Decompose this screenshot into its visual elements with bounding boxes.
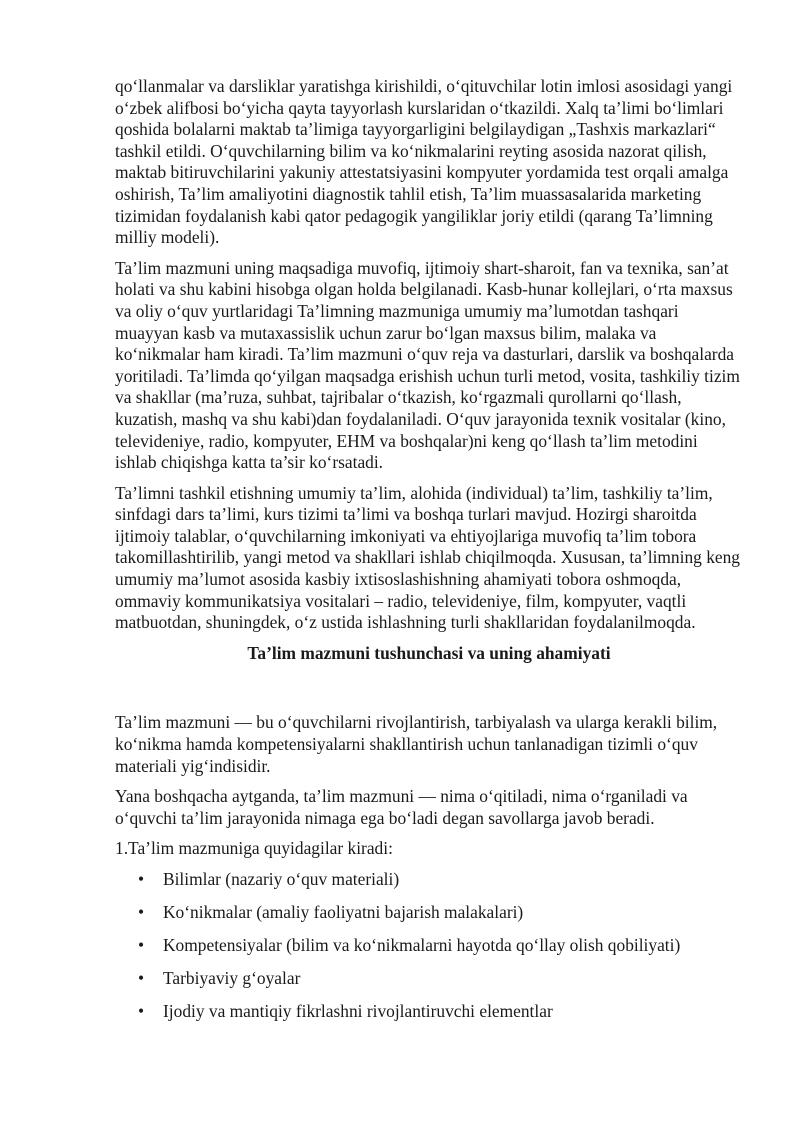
list-item	[115, 902, 743, 924]
list-item-text: Ko‘nikmalar (amaliy faoliyatni bajarish malakalari)	[163, 902, 524, 923]
list-item-text: Kompetensiyalar (bilim va ko‘nikmalarni hayotda qo‘llay olish qobiliyati)	[163, 935, 681, 956]
body-paragraph: Ta’limni tashkil etishning umumiy ta’lim, alohida (individual) ta’lim, tashkiliy ta’lim, sinfdagi dars ta’limi, kurs tizimi ta’limi va boshqa turlari mavjud. Hozirgi sharoitda ijtimoiy talablar, o‘quvchilarning imkoniyati va ehtiyojlariga muvofiq ta’lim tobora takomillashtirilib, yangi metod va shakllari ishlab chiqilmoqda. Xususan, ta’limning keng umumiy ma’lumot asosida kasbiy ixtisoslashishning ahamiyati tobora oshmoqda, ommaviy kommunikatsiya vositalari – radio, televideniye, film, kompyuter, vaqtli matbuotdan, shuningdek, o‘z ustida ishlashning turli shakllaridan foydalanilmoqda.	[115, 482, 740, 633]
list-item-text: Tarbiyaviy g‘oyalar	[163, 968, 301, 989]
bullet-icon: •	[138, 902, 145, 923]
list-item-text: Ijodiy va mantiqiy fikrlashni rivojlantiruvchi elementlar	[163, 1001, 553, 1022]
body-paragraph: Ta’lim mazmuni uning maqsadiga muvofiq, ijtimoiy shart-sharoit, fan va texnika, san’at holati va shu kabini hisobga olgan holda belgilanadi. Kasb-hunar kollejlari, o‘rta maxsus va oliy o‘quv yurtlaridagi Ta’limning mazmuniga umumiy ma’lumotdan tashqari muayyan kasb va mutaxassislik uchun zarur bo‘lgan maxsus bilim, malaka va ko‘nikmalar ham kiradi. Ta’lim mazmuni o‘quv reja va dasturlari, darslik va boshqalarda yoritiladi. Ta’limda qo‘yilgan maqsadga erishish uchun turli metod, vosita, tashkiliy tizim va shakllar (ma’ruza, suhbat, tajribalar o‘tkazish, ko‘rgazmali qurollarni qo‘llash, kuzatish, mashq va shu kabi)dan foydalaniladi. O‘quv jarayonida texnik vositalar (kino, televideniye, radio, kompyuter, EHM va boshqalar)ni keng qo‘llash ta’lim metodini ishlab chiqishga katta ta’sir ko‘rsatadi.	[115, 257, 740, 473]
section-heading: Ta’lim mazmuni tushunchasi va uning ahamiyati	[247, 642, 611, 663]
list-item-text: Bilimlar (nazariy o‘quv materiali)	[163, 869, 400, 889]
bullet-icon: •	[138, 1001, 145, 1022]
list-item	[115, 935, 743, 957]
list-item	[115, 1001, 743, 1023]
body-paragraph: Yana boshqacha aytganda, ta’lim mazmuni — nima o‘qitiladi, nima o‘rganiladi va o‘quvchi ta’lim jarayonida nimaga ega bo‘ladi degan savollarga javob beradi.	[115, 786, 688, 828]
list-item	[115, 968, 743, 990]
bullet-list	[115, 869, 743, 1023]
document-page	[115, 76, 743, 1034]
bullet-icon: •	[138, 968, 145, 989]
list-intro: 1.Ta’lim mazmuniga quyidagilar kiradi:	[115, 838, 393, 859]
list-item	[115, 869, 743, 891]
bullet-icon: •	[138, 935, 145, 956]
body-paragraph: Ta’lim mazmuni — bu o‘quvchilarni rivojlantirish, tarbiyalash va ularga kerakli bilim, ko‘nikma hamda kompetensiyalarni shakllantirish uchun tanlanadigan tizimli o‘quv materiali yig‘indisidir.	[115, 712, 718, 776]
body-paragraph: qo‘llanmalar va darsliklar yaratishga kirishildi, o‘qituvchilar lotin imlosi asosidagi yangi o‘zbek alifbosi bo‘yicha qayta tayyorlash kurslaridan o‘tkazildi. Xalq ta’limi bo‘limlari qoshida bolalarni maktab ta’limiga tayyorgarligini belgilaydigan „Tashxis markazlari“ tashkil etildi. O‘quvchilarning bilim va ko‘nikmalarini reyting asosida nazorat qilish, maktab bitiruvchilarini yakuniy attestatsiyasini kompyuter yordamida test orqali amalga oshirish, Ta’lim amaliyotini diagnostik tahlil etish, Ta’lim muassasalarida marketing tizimidan foydalanish kabi qator pedagogik yangiliklar joriy etildi (qarang Ta’limning milliy modeli).	[115, 76, 733, 248]
bullet-icon: •	[138, 869, 145, 889]
